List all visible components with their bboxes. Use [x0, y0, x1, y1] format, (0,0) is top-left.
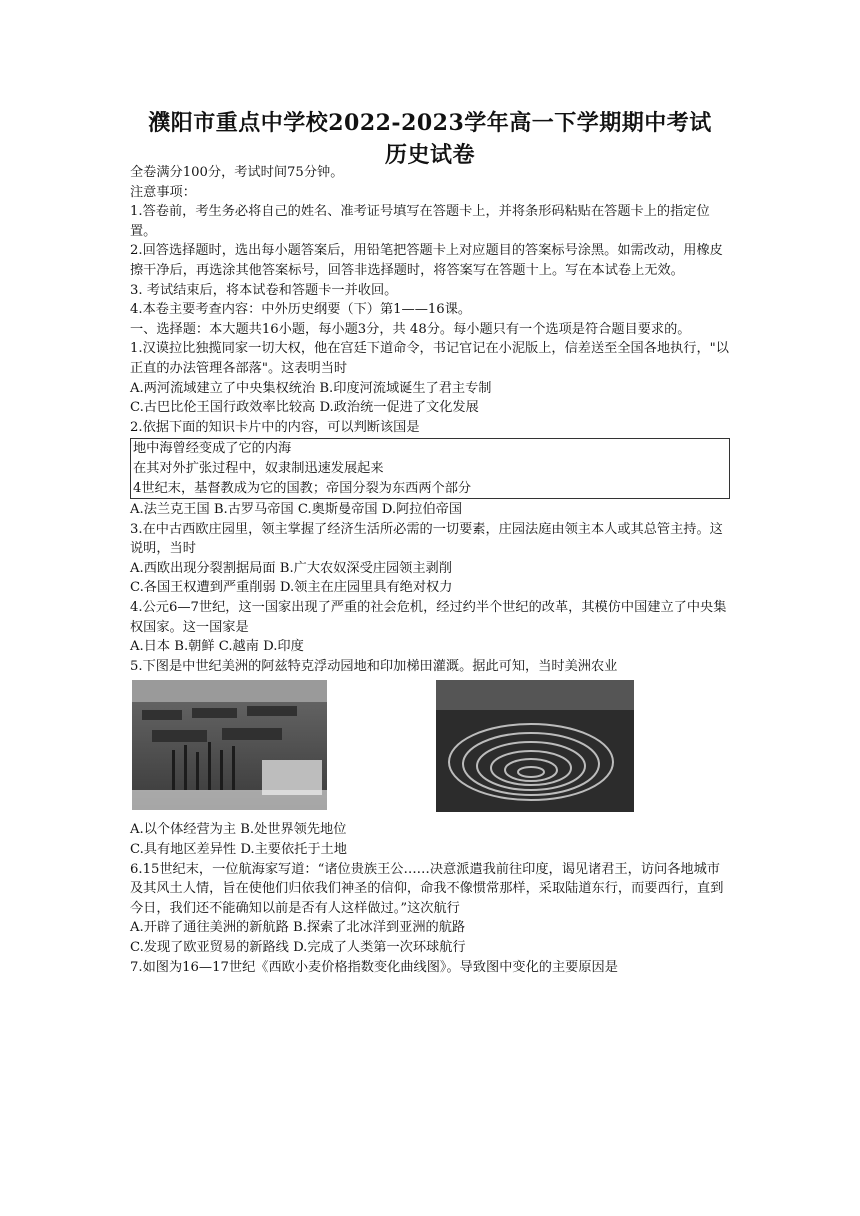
question-options: A.两河流域建立了中央集权统治 B.印度河流域诞生了君主专制 [130, 380, 492, 396]
question-stem: 4.公元6—7世纪，这一国家出现了严重的社会危机，经过约半个世纪的改革，其模仿中国建立了中央集权国家。这一国家是 [130, 600, 727, 635]
score-time-text: 全卷满分100分，考试时间75分钟。 [130, 165, 344, 180]
notice-item: 3. 考试结束后，将本试卷和答题卡一并收回。 [130, 282, 398, 298]
question-options: A.以个体经营为主 B.处世界领先地位 [130, 822, 347, 838]
question-stem: 7.如图为16—17世纪《西欧小麦价格指数变化曲线图》。导致图中变化的主要原因是 [130, 959, 618, 975]
question-options: C.古巴比伦王国行政效率比较高 D.政治统一促进了文化发展 [130, 400, 479, 416]
knowledge-card [130, 438, 730, 499]
question-stem: 1.汉谟拉比独揽同家一切大权，他在宫廷下道命令，书记官记在小泥版上，信差送至全国各地执行，"以正直的办法管理各部落"。这表明当时 [130, 341, 729, 376]
section-heading: 一、选择题：本大题共16小题，每小题3分，共 48分。每小题只有一个选项是符合题目要求的。 [130, 321, 691, 337]
question-images [130, 680, 730, 816]
notice-item: 1.答卷前，考生务必将自己的姓名、准考证号填写在答题卡上，并将条形码粘贴在答题卡上的指定位置。 [130, 204, 710, 239]
exam-subtitle: 历史试卷 [384, 142, 475, 168]
question-options: C.各国王权遭到严重削弱 D.领主在庄园里具有绝对权力 [130, 580, 453, 596]
notice-heading: 注意事项： [130, 184, 196, 200]
exam-content [130, 163, 730, 977]
card-line: 4世纪末，基督教成为它的国教；帝国分裂为东西两个部分 [133, 480, 472, 496]
question-stem: 5.下图是中世纪美洲的阿兹特克浮动园地和印加梯田灌溉。据此可知，当时美洲农业 [130, 658, 618, 674]
card-line: 在其对外扩张过程中，奴隶制迅速发展起来 [133, 460, 384, 476]
inca-terrace-image [436, 680, 634, 812]
question-options: A.法兰克王国 B.古罗马帝国 C.奥斯曼帝国 D.阿拉伯帝国 [130, 502, 463, 518]
notice-item: 2.回答选择题时，选出每小题答案后，用铅笔把答题卡上对应题目的答案标号涂黑。如需改动，用橡皮擦干净后，再选涂其他答案标号，回答非选择题时，将答案写在答题十上。写在本试卷上无效。 [130, 243, 723, 278]
aztec-floating-garden-image [132, 680, 327, 810]
exam-title: 濮阳市重点中学校2022-2023学年高一下学期期中考试 [148, 110, 712, 136]
notice-item: 4.本卷主要考查内容：中外历史纲要（下）第1——16课。 [130, 302, 472, 318]
question-options: A.开辟了通往美洲的新航路 B.探索了北冰洋到亚洲的航路 [130, 920, 466, 936]
card-line: 地中海曾经变成了它的内海 [133, 441, 292, 457]
question-options: A.西欧出现分裂割据局面 B.广大农奴深受庄园领主剥削 [130, 560, 452, 576]
question-options: A.日本 B.朝鲜 C.越南 D.印度 [130, 639, 304, 655]
question-stem: 2.依据下面的知识卡片中的内容，可以判断该国是 [130, 419, 420, 435]
question-stem: 3.在中古西欧庄园里，领主掌握了经济生活所必需的一切要素，庄园法庭由领主本人或其总管主持。这说明，当时 [130, 521, 723, 557]
question-stem: 6.15世纪末，一位航海家写道：“诸位贵族王公……决意派遣我前往印度，谒见诸君王，访问各地城市及其风土人情，旨在使他们归依我们神圣的信仰，命我不像惯常那样，采取陆道东行，而要西行，直到今日，我们还不能确知以前是否有人这样做过。”这次航行 [130, 861, 724, 916]
question-options: C.具有地区差异性 D.主要依托于土地 [130, 842, 347, 858]
question-options: C.发现了欧亚贸易的新路线 D.完成了人类第一次环球航行 [130, 940, 466, 955]
